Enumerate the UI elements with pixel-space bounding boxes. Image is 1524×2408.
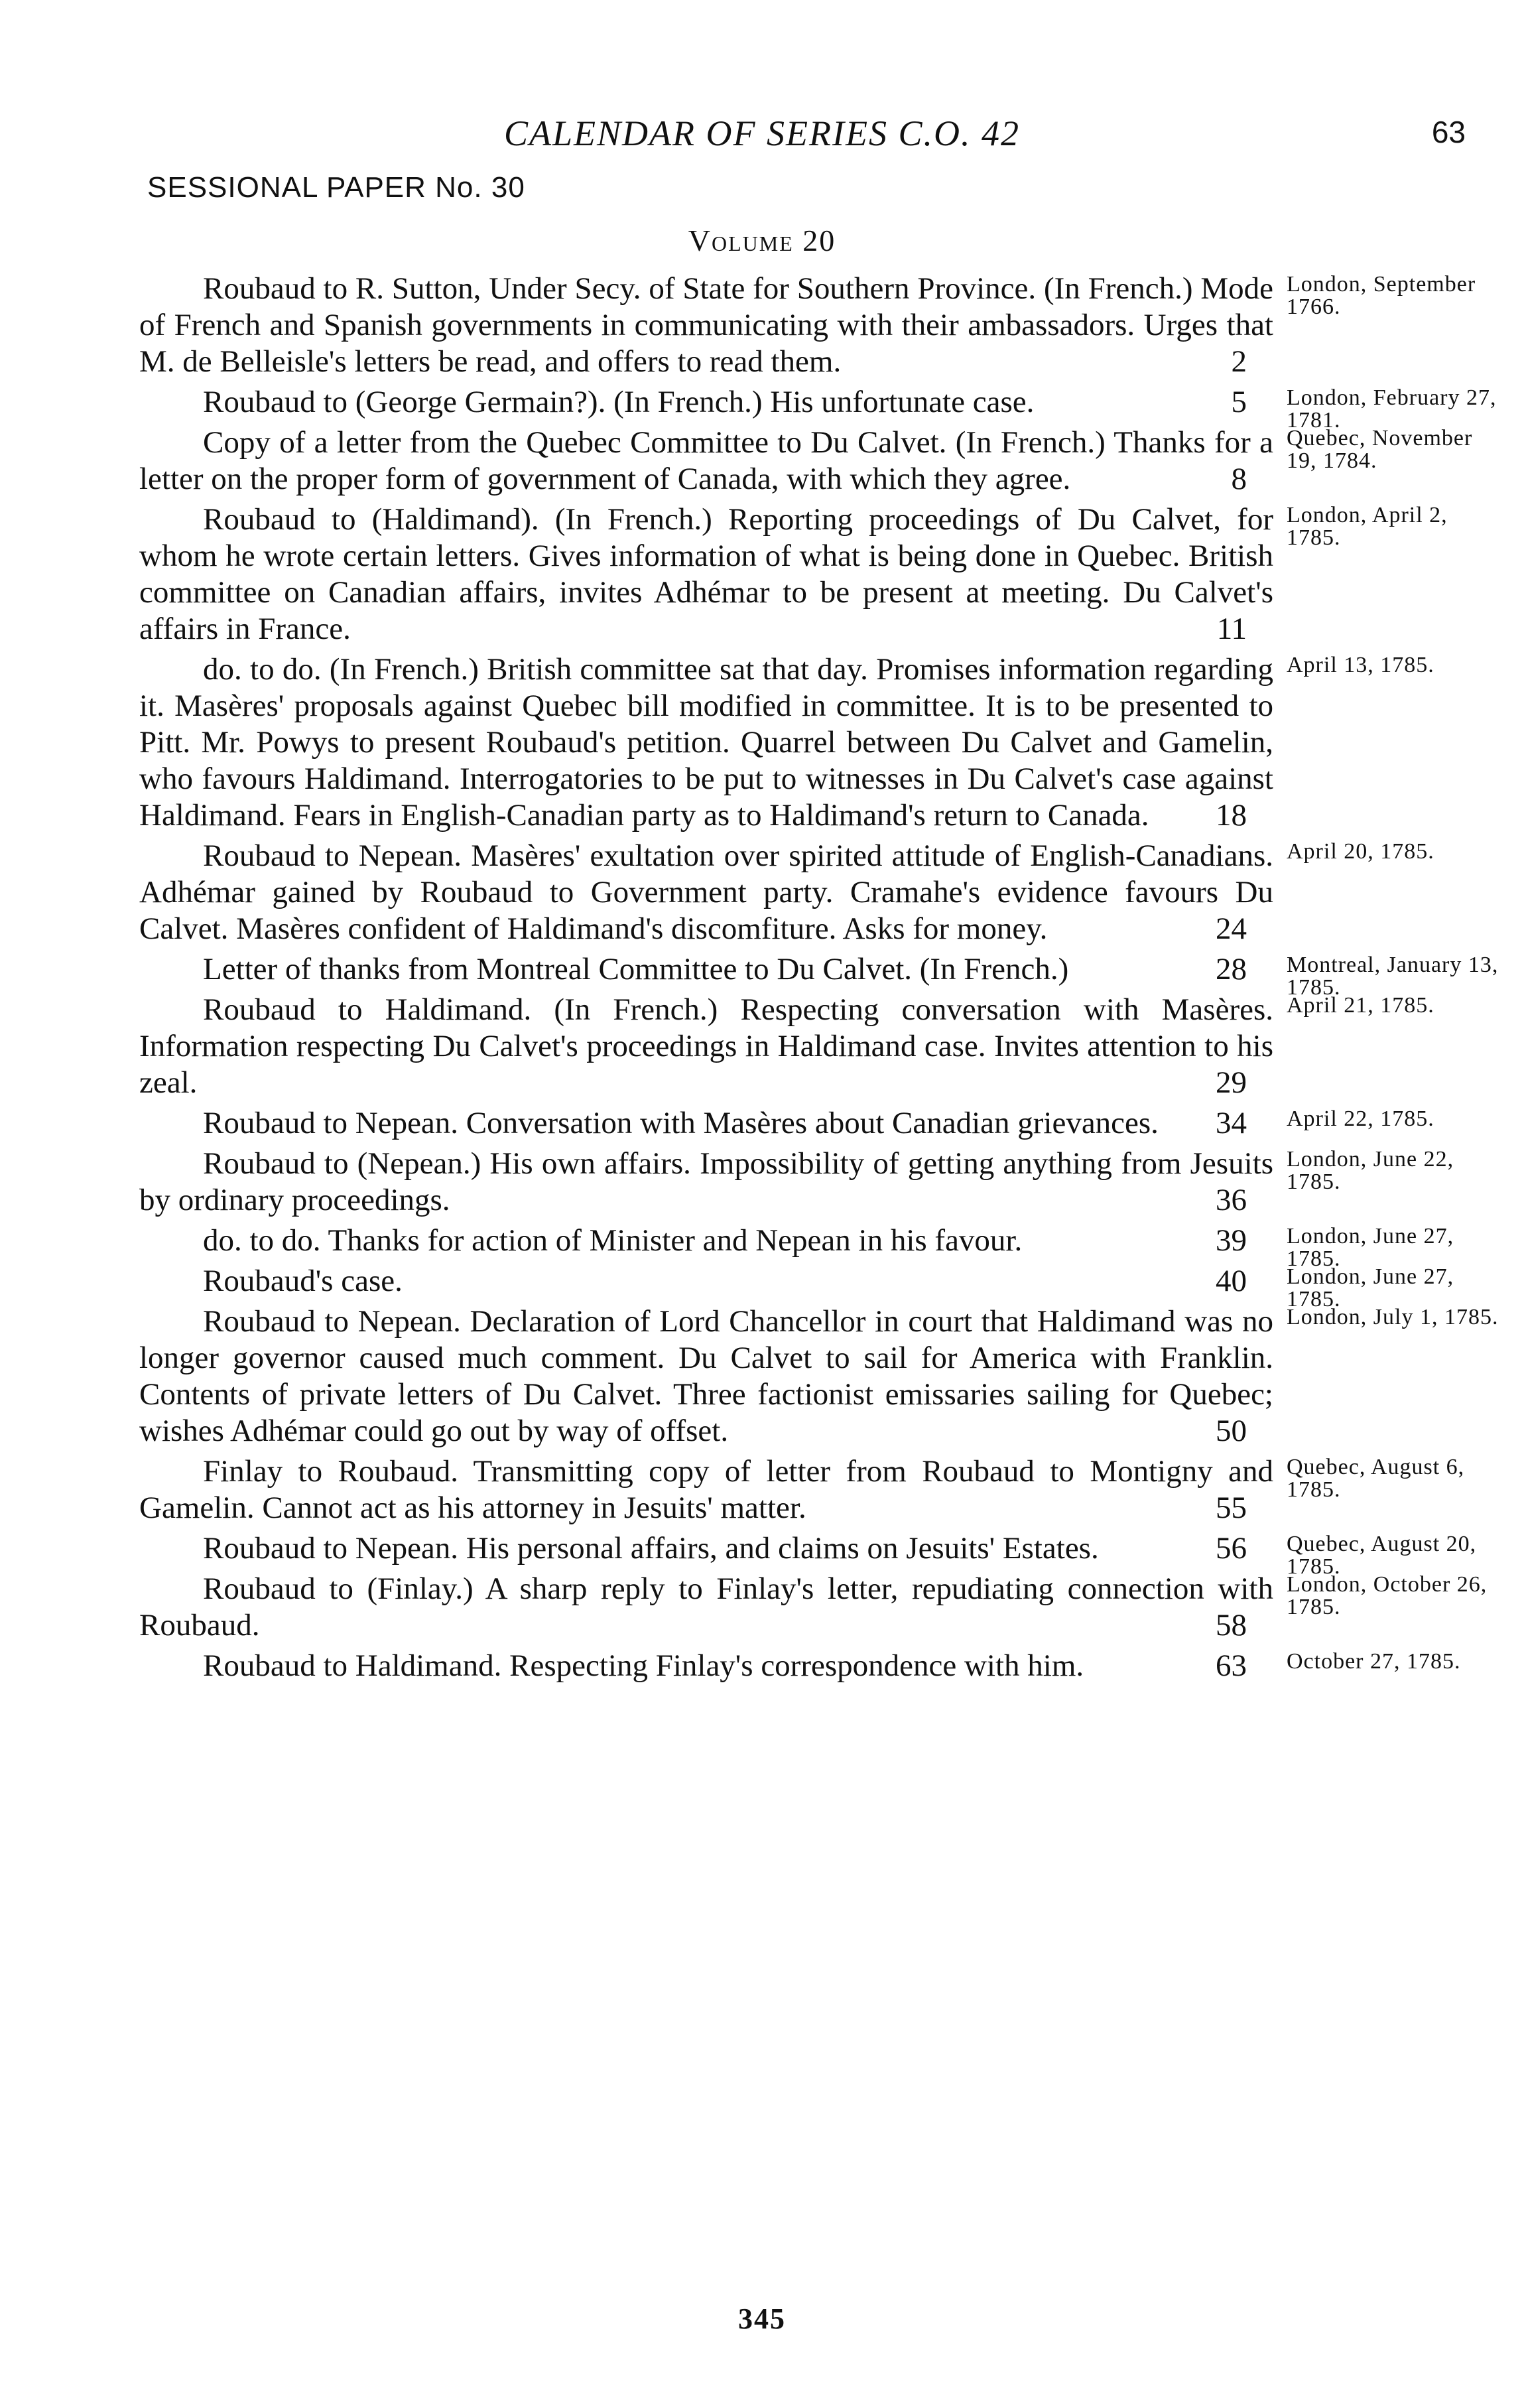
entry-page-ref: 8 xyxy=(1231,462,1247,496)
page-folio: 345 xyxy=(738,2303,786,2335)
series-title: CALENDAR OF SERIES C.O. 42 xyxy=(504,113,1020,153)
entry-text: Roubaud to Nepean. Masères' exultation over spirited attitude of English-Canadians. Adhémar gained by Roubaud to Government party. Cramahe's evidence favours Du Calvet. Masères confident of Haldimand's discomfiture. Asks for money. xyxy=(139,838,1273,946)
entry-date: October 27, 1785. xyxy=(1287,1649,1461,1674)
entry-text: do. to do. (In French.) British committee sat that day. Promises information regarding it. Masères' proposals against Quebec bill modified in committee. It is to be presented to Pitt. Mr. Powys to present Roubaud's petition. Quarrel between Du Calvet and Gamelin, who favours Haldimand. Interrogatories to be put to witnesses in Du Calvet's case against Haldimand. Fears in English-Canadian party as to Haldimand's return to Canada. xyxy=(139,652,1273,833)
entry-page-ref: 2 xyxy=(1231,344,1247,379)
entry-text: do. to do. Thanks for action of Minister and Nepean in his favour. xyxy=(203,1223,1023,1258)
page-number: 63 xyxy=(1431,115,1466,149)
entry-date: Quebec, August 20, 1785. xyxy=(1287,1532,1477,1579)
entry-text: Roubaud to Nepean. His personal affairs, and claims on Jesuits' Estates. xyxy=(203,1531,1099,1566)
calendar-entry xyxy=(139,1453,1492,1526)
entry-date: London, July 1, 1785. xyxy=(1287,1305,1499,1329)
calendar-entry xyxy=(139,271,1492,380)
entry-text: Roubaud to Haldimand. Respecting Finlay's correspondence with him. xyxy=(203,1648,1084,1683)
entry-text: Roubaud to (George Germain?). (In French.) His unfortunate case. xyxy=(203,385,1035,419)
entry-date: London, September 1766. xyxy=(1287,272,1476,319)
entry-date: Quebec, August 6, 1785. xyxy=(1287,1455,1465,1502)
calendar-entry xyxy=(139,1263,1492,1311)
entry-page-ref: 28 xyxy=(1216,952,1247,986)
entry-text: Roubaud to R. Sutton, Under Secy. of State for Southern Province. (In French.) Mode of French and Spanish governments in communicating with their ambassadors. Urges that M. de Belleisle's letters be read, and offers to read them. xyxy=(139,271,1273,379)
entry-date: London, June 27, 1785. xyxy=(1287,1224,1454,1271)
calendar-entry xyxy=(139,1530,1492,1579)
entry-page-ref: 5 xyxy=(1231,385,1247,419)
entry-page-ref: 11 xyxy=(1216,612,1247,646)
entry-date: April 13, 1785. xyxy=(1287,653,1434,677)
calendar-entry xyxy=(139,384,1497,433)
entry-page-ref: 18 xyxy=(1216,798,1247,833)
calendar-entry xyxy=(139,1223,1492,1271)
entry-page-ref: 56 xyxy=(1216,1531,1247,1566)
calendar-entry xyxy=(139,1571,1492,1644)
entry-page-ref: 24 xyxy=(1216,911,1247,946)
entry-text: Roubaud to (Finlay.) A sharp reply to Finlay's letter, repudiating connection with Roubaud. xyxy=(139,1572,1273,1642)
entry-page-ref: 29 xyxy=(1216,1065,1247,1100)
entry-date: London, February 27, 1781. xyxy=(1287,385,1497,433)
entry-text: Copy of a letter from the Quebec Committee to Du Calvet. (In French.) Thanks for a letter on the proper form of government of Canada, with which they agree. xyxy=(139,425,1273,496)
entry-date: April 20, 1785. xyxy=(1287,839,1434,864)
entry-page-ref: 36 xyxy=(1216,1183,1247,1217)
entry-page-ref: 39 xyxy=(1216,1223,1247,1258)
calendar-entry xyxy=(139,1648,1492,1684)
entry-date: Quebec, November 19, 1784. xyxy=(1287,426,1473,473)
calendar-entry xyxy=(139,1146,1492,1219)
entry-date: London, June 22, 1785. xyxy=(1287,1147,1454,1194)
entry-date: London, October 26, 1785. xyxy=(1287,1572,1488,1619)
entry-page-ref: 63 xyxy=(1216,1648,1247,1683)
calendar-entries xyxy=(139,271,1499,1688)
calendar-entry xyxy=(139,1304,1499,1449)
entry-page-ref: 50 xyxy=(1216,1414,1247,1448)
entry-text: Roubaud to Haldimand. (In French.) Respecting conversation with Masères. Information respecting Du Calvet's proceedings in Haldimand case. Invites attention to his zeal. xyxy=(139,992,1273,1100)
entry-text: Roubaud to (Haldimand). (In French.) Reporting proceedings of Du Calvet, for whom he wrote certain letters. Gives information of what is being done in Quebec. British committee on Canadian affairs, invites Adhémar to be present at meeting. Du Calvet's affairs in France. xyxy=(139,502,1273,646)
calendar-entry xyxy=(139,992,1492,1101)
calendar-entry xyxy=(139,425,1492,498)
entry-text: Roubaud's case. xyxy=(203,1264,403,1298)
entry-text: Roubaud to Nepean. Conversation with Masères about Canadian grievances. xyxy=(203,1106,1159,1140)
entry-date: April 22, 1785. xyxy=(1287,1106,1434,1131)
sessional-paper-label: SESSIONAL PAPER No. 30 xyxy=(147,171,525,204)
entry-page-ref: 40 xyxy=(1216,1264,1247,1298)
entry-date: London, April 2, 1785. xyxy=(1287,503,1448,550)
entry-text: Finlay to Roubaud. Transmitting copy of letter from Roubaud to Montigny and Gamelin. Cannot act as his attorney in Jesuits' matter. xyxy=(139,1454,1273,1525)
entry-text: Roubaud to (Nepean.) His own affairs. Impossibility of getting anything from Jesuits by ordinary proceedings. xyxy=(139,1146,1273,1217)
entry-page-ref: 55 xyxy=(1216,1491,1247,1525)
volume-heading: Volume 20 xyxy=(688,224,836,257)
calendar-entry xyxy=(139,651,1492,834)
calendar-entry xyxy=(139,1105,1492,1142)
entry-text: Roubaud to Nepean. Declaration of Lord Chancellor in court that Haldimand was no longer governor caused much comment. Du Calvet to sail for America with Franklin. Contents of private letters of Du Calvet. Three factionist emissaries sailing for Quebec; wishes Adhémar could go out by way of offset. xyxy=(139,1304,1273,1448)
entry-date: April 21, 1785. xyxy=(1287,993,1434,1018)
entry-date: Montreal, January 13, 1785. xyxy=(1287,953,1499,1000)
entry-date: London, June 27, 1785. xyxy=(1287,1264,1454,1311)
entry-page-ref: 58 xyxy=(1216,1608,1247,1642)
entry-text: Letter of thanks from Montreal Committee to Du Calvet. (In French.) xyxy=(203,952,1069,986)
entry-page-ref: 34 xyxy=(1216,1106,1247,1140)
calendar-entry xyxy=(139,502,1492,647)
calendar-entry xyxy=(139,951,1499,1000)
calendar-entry xyxy=(139,838,1492,947)
